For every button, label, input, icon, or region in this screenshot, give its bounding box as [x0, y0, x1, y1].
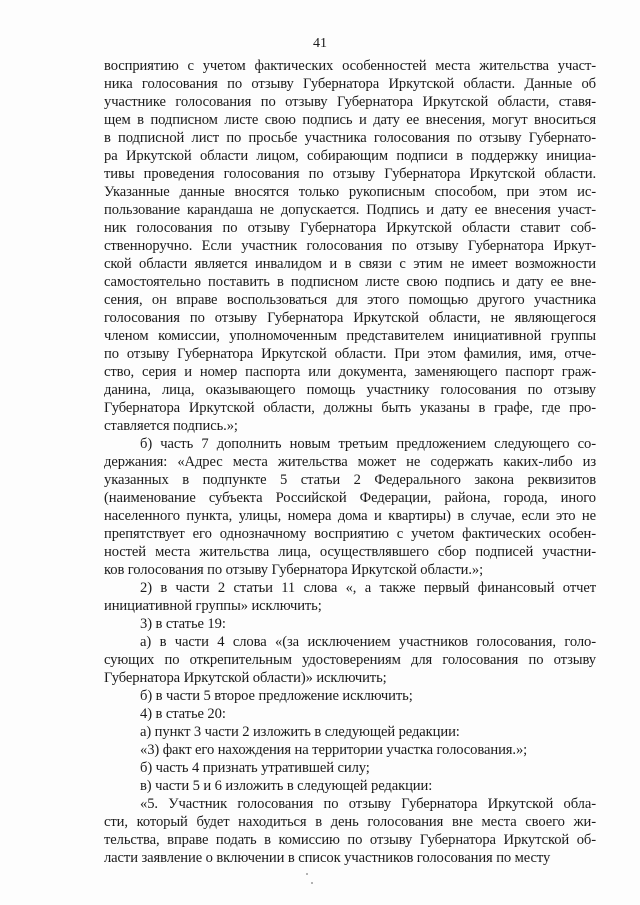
text-line: ник голосования по отзыву Губернатора Иркутской области ставит соб-: [104, 220, 596, 236]
text-line: ра Иркутской области лицом, собирающим подписи в поддержку инициа-: [104, 148, 596, 164]
paragraph: [104, 705, 596, 723]
text-line: членом комиссии, уполномоченным представителем инициативной группы: [104, 328, 596, 344]
text-line: 3) в статье 19:: [140, 616, 226, 632]
scan-speck: [306, 873, 308, 875]
paragraph: [104, 795, 596, 867]
text-line: щем в подписном листе свою подпись и дату ее внесения, могут вноситься: [104, 112, 596, 128]
text-line: самостоятельно поставить в подписном листе свою подпись и дату ее вне-: [104, 274, 596, 290]
text-line: данина, лица, оказывающего помощь участнику голосования по отзыву: [104, 382, 596, 398]
text-line: б) часть 4 признать утратившей силу;: [140, 760, 370, 776]
document-body: [104, 57, 596, 867]
scan-speck: [311, 882, 313, 884]
paragraph: [104, 759, 596, 777]
text-line: тивы проведения голосования по отзыву Губернатора Иркутской области.: [104, 166, 596, 182]
text-line: ственноручно. Если участник голосования по отзыву Губернатора Иркут-: [104, 238, 596, 254]
text-line: а) пункт 3 части 2 изложить в следующей редакции:: [140, 724, 460, 740]
text-line: ство, серия и номер паспорта или документа, заменяющего паспорт граж-: [104, 364, 596, 380]
text-line: сения, он вправе воспользоваться для этого помощью другого участника: [104, 292, 596, 308]
text-line: «5. Участник голосования по отзыву Губернатора Иркутской обла-: [140, 796, 596, 812]
page-number: 41: [313, 36, 327, 51]
text-line: ской области является инвалидом и в связи с этим не имеет возможности: [104, 256, 596, 272]
text-line: ника голосования по отзыву Губернатора Иркутской области. Данные об: [104, 76, 596, 92]
text-line: 2) в части 2 статьи 11 слова «, а также первый финансовый отчет: [140, 580, 596, 596]
paragraph: [104, 615, 596, 633]
text-line: (наименование субъекта Российской Федерации, района, города, иного: [104, 490, 596, 506]
text-line: ков голосования по отзыву Губернатора Иркутской области.»;: [104, 562, 484, 578]
text-line: в подписной лист по просьбе участника голосования по отзыву Губернато-: [104, 130, 596, 146]
text-line: 4) в статье 20:: [140, 706, 226, 722]
text-line: населенного пункта, улицы, номера дома и квартиры) в случае, если это не: [104, 508, 596, 524]
text-line: а) в части 4 слова «(за исключением участников голосования, голо-: [140, 634, 596, 650]
text-line: «3) факт его нахождения на территории участка голосования.»;: [140, 742, 528, 758]
text-line: б) часть 7 дополнить новым третьим предложением следующего со-: [140, 436, 596, 452]
text-line: ностей места жительства лица, осуществлявшего сбор подписей участни-: [104, 544, 596, 560]
text-line: голосования по отзыву Губернатора Иркутской области, не являющегося: [104, 310, 596, 326]
text-line: восприятию с учетом фактических особенностей места жительства участ-: [104, 58, 596, 74]
text-line: ставляется подпись.»;: [104, 418, 238, 434]
text-line: Губернатора Иркутской области)» исключить;: [104, 670, 387, 686]
text-line: пользование карандаша не допускается. Подпись и дату ее внесения участ-: [104, 202, 596, 218]
text-line: тельства, вправе подать в комиссию по отзыву Губернатора Иркутской об-: [104, 832, 596, 848]
paragraph: [104, 741, 596, 759]
text-line: участнике голосования по отзыву Губернатора Иркутской области, ставя-: [104, 94, 596, 110]
text-line: в) части 5 и 6 изложить в следующей редакции:: [140, 778, 433, 794]
paragraph: [104, 633, 596, 687]
text-line: сти, который будет находиться в день голосования вне места своего жи-: [104, 814, 596, 830]
paragraph: [104, 57, 596, 435]
text-line: б) в части 5 второе предложение исключить;: [140, 688, 413, 704]
text-line: препятствует его однозначному восприятию с учетом фактических особен-: [104, 526, 596, 542]
paragraph: [104, 435, 596, 579]
text-line: по отзыву Губернатора Иркутской области. При этом фамилия, имя, отче-: [104, 346, 596, 362]
text-line: инициативной группы» исключить;: [104, 598, 322, 614]
paragraph: [104, 777, 596, 795]
text-line: держания: «Адрес места жительства может не содержать каких-либо из: [104, 454, 596, 470]
paragraph: [104, 723, 596, 741]
text-line: ласти заявление о включении в список участников голосования по месту: [104, 850, 551, 866]
text-line: Губернатора Иркутской области, должны быть указаны в графе, где про-: [104, 400, 596, 416]
paragraph: [104, 687, 596, 705]
text-line: сующих по открепительным удостоверениям для голосования по отзыву: [104, 652, 596, 668]
paragraph: [104, 579, 596, 615]
text-line: Указанные данные вносятся только рукописным способом, при этом ис-: [104, 184, 596, 200]
text-line: указанных в подпункте 5 статьи 2 Федерального закона реквизитов: [104, 472, 596, 488]
